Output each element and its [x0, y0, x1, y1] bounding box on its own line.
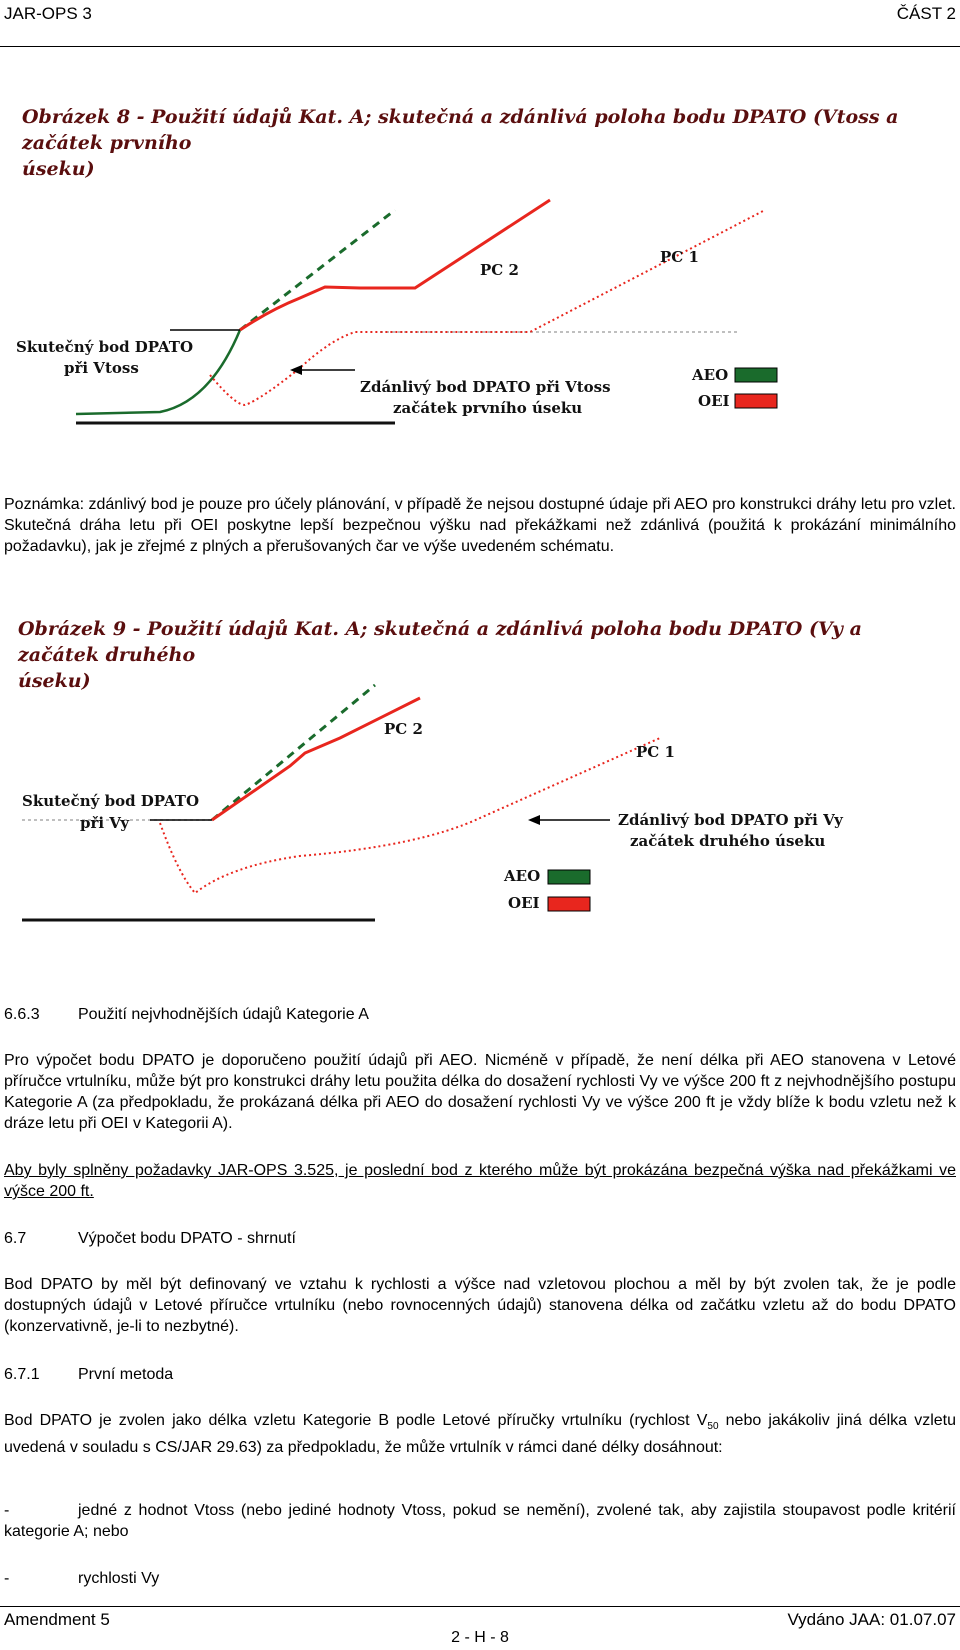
section-6-7-1-heading: 6.7.1 První metoda [4, 1366, 174, 1383]
legend-oei-label: OEI [508, 894, 540, 912]
arrow-icon [528, 815, 540, 825]
legend-oei-swatch [548, 897, 590, 911]
legend-aeo-swatch [735, 368, 777, 382]
section-6-7-paragraph: Bod DPATO by měl být definovaný ve vztahu k rychlosti a výšce nad vzletovou plochou a měl by být zvolen tak, že je podle dostupných údajů v Letové příručce vrtulníku (nebo rovnocenných údajů) stanovena délka od začátku vzletu až do bodu DPATO (konzervativně, je-li to nezbytné). [4, 1276, 956, 1335]
actual-label-line2: při Vtoss [64, 359, 139, 377]
footer-right: Vydáno JAA: 01.07.07 [787, 1610, 956, 1629]
figure9-title: Obrázek 9 - Použití údajů Kat. A; skutečná a zdánlivá poloha bodu DPATO (Vy a začátek druhého úseku) [18, 618, 862, 692]
figure9-diagram [0, 678, 960, 938]
pc2-label: PC 2 [480, 261, 519, 279]
aeo-dashed-line [240, 210, 395, 330]
header-rule [0, 46, 960, 47]
actual-label-line1: Skutečný bod DPATO [22, 792, 200, 810]
figure8-diagram [0, 180, 960, 450]
arrow-icon [290, 365, 302, 375]
section-6-7-1-paragraph: Bod DPATO je zvolen jako délka vzletu Kategorie B podle Letové příručky vrtulníku (rychlost $V_{50}$ nebo jakákoliv jiná délka vzletu uvedená v souladu s CS/JAR 29.63) za předpokladu, že může vrtulník v rámci dané délky dosáhnout: [4, 1412, 956, 1457]
aeo-dashed-line [212, 685, 375, 820]
apparent-label-line1: Zdánlivý bod DPATO při Vy [618, 811, 843, 829]
footer-left: Amendment 5 [4, 1610, 110, 1629]
section-6-6-3-underlined-paragraph: Aby byly splněny požadavky JAR-OPS 3.525, je poslední bod z kterého může být prokázána bezpečná výška nad překážkami ve výšce 200 ft. [4, 1162, 956, 1200]
pc1-label: PC 1 [660, 248, 699, 266]
legend-aeo-swatch [548, 870, 590, 884]
legend-oei-label: OEI [698, 392, 730, 410]
footer-rule [0, 1606, 960, 1607]
apparent-label-line2: začátek druhého úseku [630, 832, 826, 850]
oei-solid-line [212, 698, 420, 820]
pc2-label: PC 2 [384, 720, 423, 738]
section-6-7-heading: 6.7 Výpočet bodu DPATO - shrnutí [4, 1230, 296, 1247]
actual-label-line1: Skutečný bod DPATO [16, 338, 194, 356]
apparent-label-line2: začátek prvního úseku [393, 399, 583, 417]
legend-oei-swatch [735, 394, 777, 408]
page-number: 2 - H - 8 [451, 1629, 509, 1646]
figure8-title: Obrázek 8 - Použití údajů Kat. A; skutečná a zdánlivá poloha bodu DPATO (Vtoss a začátek prvního úseku) [22, 106, 899, 180]
bullet-item: - jedné z hodnot Vtoss (nebo jediné hodnoty Vtoss, pokud se nemění), zvolené tak, aby zajistila stoupavost podle kritérií kategorie A; nebo [4, 1502, 956, 1540]
section-6-6-3-paragraph: Pro výpočet bodu DPATO je doporučeno použití údajů při AEO. Nicméně v případě, že není délka při AEO stanovena v Letové příručce vrtulníku, může být pro konstrukci dráhy letu použita délka do dosažení rychlosti Vy ve výšce 200 ft z nejvhodnějšího postupu Kategorie A (za předpokladu, že prokázaná délka při AEO do dosažení rychlosti Vy ve výšce 200 ft je vždy blíže k bodu vzletu než k dráze letu při OEI v Kategorii A). [4, 1052, 956, 1132]
pc1-label: PC 1 [636, 743, 675, 761]
note-paragraph: Poznámka: zdánlivý bod je pouze pro účely plánování, v případě že nejsou dostupné údaje při AEO pro konstrukci dráhy letu pro vzlet. Skutečná dráha letu při OEI poskytne lepší bezpečnou výšku nad překážkami než zdánlivá (použitá k prokázání minimálního požadavku), jak je zřejmé z plných a přerušovaných čar ve výše uvedeném schématu. [4, 496, 956, 555]
apparent-label-line1: Zdánlivý bod DPATO při Vtoss [360, 378, 611, 396]
header-right: ČÁST 2 [896, 4, 956, 23]
header-left: JAR-OPS 3 [4, 4, 92, 23]
section-6-6-3-heading: 6.6.3 Použití nejvhodnějších údajů Kategorie A [4, 1006, 369, 1023]
legend-aeo-label: AEO [692, 366, 729, 384]
bullet-item: - rychlosti Vy [4, 1570, 160, 1587]
legend-aeo-label: AEO [504, 867, 541, 885]
actual-label-line2: při Vy [80, 814, 130, 832]
